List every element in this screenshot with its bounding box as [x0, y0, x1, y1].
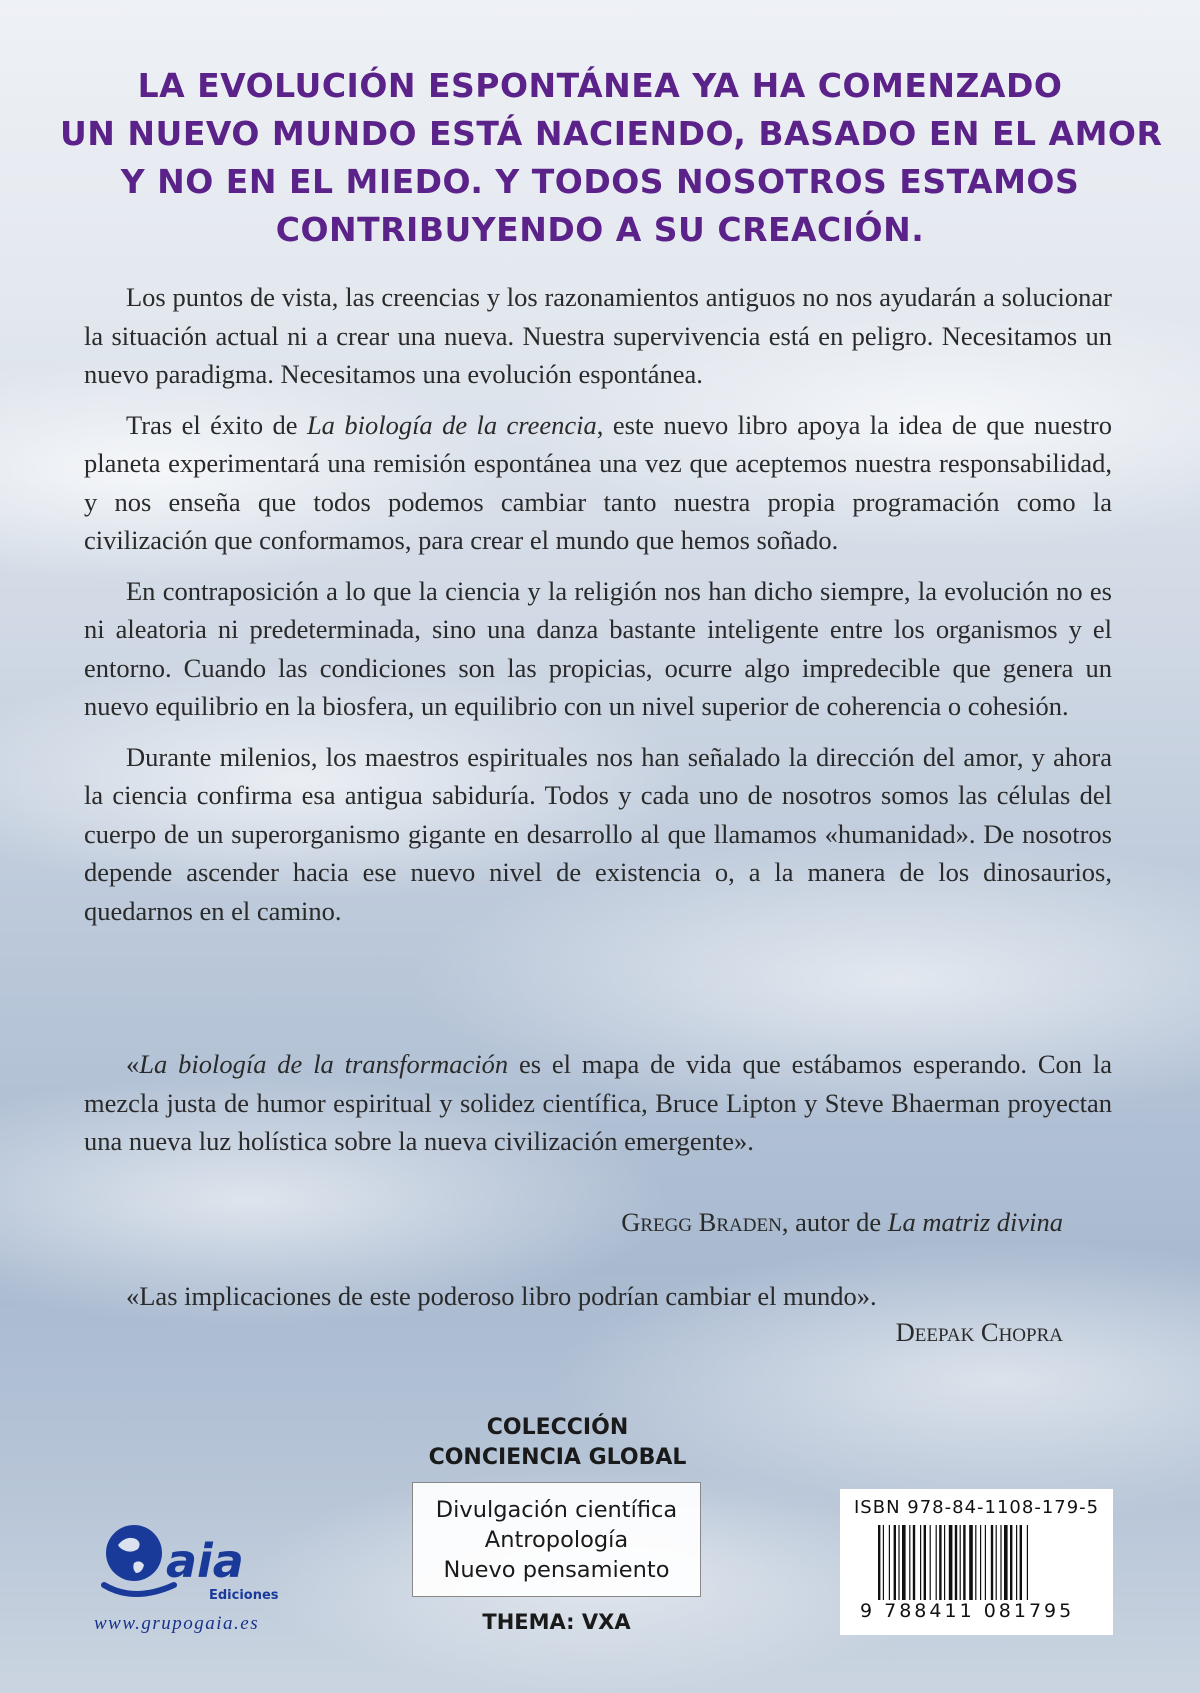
barcode-bar: [930, 1525, 931, 1611]
barcode-bar: [936, 1525, 937, 1611]
barcode-bar: [1020, 1525, 1022, 1611]
testimonial-attribution: [621, 1203, 1063, 1241]
headline-line: CONTRIBUYENDO A SU CREACIÓN.: [275, 210, 925, 249]
barcode-bar: [985, 1525, 986, 1611]
barcode-bar: [924, 1525, 926, 1611]
headline-line: Y NO EN EL MIEDO. Y TODOS NOSOTROS ESTAMOS: [120, 162, 1080, 201]
barcode-bar: [949, 1525, 953, 1611]
testimonial-text: [84, 1045, 1112, 1161]
quote-mark: «: [126, 1049, 140, 1079]
barcode-bar: [975, 1525, 976, 1611]
barcode-bar: [944, 1525, 945, 1611]
gaia-logo: [94, 1515, 294, 1615]
testimonial-chopra: «Las implicaciones de este poderoso libro podrían cambiar el mundo».: [126, 1281, 877, 1311]
text-span: , este nuevo libro apoya la idea de que nuestro planeta experimentará una remisión espontánea una vez que aceptemos nuestra responsabilidad, y nos enseña que todos podemos cambiar tanto nuestra propia programación como la civilización que conformamos, para crear el mundo que hemos soñado.: [84, 409, 1112, 555]
logo-subtitle: Ediciones: [209, 1588, 279, 1603]
barcode-bar: [996, 1525, 997, 1611]
book-title: La matriz divina: [887, 1207, 1063, 1237]
barcode-bar: [920, 1525, 921, 1611]
author-name: Gregg Braden: [621, 1207, 782, 1237]
barcode-bar: [894, 1525, 896, 1611]
barcode-bars: [878, 1525, 1088, 1611]
collection-name: CONCIENCIA GLOBAL: [428, 1445, 687, 1470]
book-title: La biología de la creencia: [306, 409, 597, 440]
publisher-website[interactable]: www.grupogaia.es: [94, 1613, 260, 1634]
synopsis-paragraph-3: En contraposición a lo que la ciencia y la religión nos han dicho siempre, la evolución no es ni aleatoria ni predeterminada, sino una danza bastante inteligente entre los organismos y el entorno. Cuando las condiciones son las propicias, ocurre algo impredecible que genera un nuevo equilibrio en la biosfera, un equilibrio con un nivel superior de coherencia o cohesión.: [84, 575, 1112, 721]
barcode-bar: [991, 1525, 993, 1611]
barcode-bar: [898, 1525, 899, 1611]
barcode-bar: [1004, 1525, 1008, 1611]
testimonial-attribution: [896, 1313, 1063, 1351]
barcode-bar: [889, 1525, 890, 1611]
logo-wordmark: aia: [166, 1534, 244, 1588]
headline-line: LA EVOLUCIÓN ESPONTÁNEA YA HA COMENZADO: [137, 66, 1063, 105]
barcode-bar: [955, 1525, 957, 1611]
barcode-digits: 9 788411 081795: [860, 1600, 1075, 1622]
globe-icon: [106, 1525, 162, 1581]
collection-title: [400, 1413, 715, 1473]
headline: [60, 62, 1163, 254]
topics-box: [412, 1482, 701, 1597]
synopsis-paragraph-1: Los puntos de vista, las creencias y los razonamientos antiguos no nos ayudarán a solucionar la situación actual ni a crear una nueva. Nuestra supervivencia está en peligro. Necesitamos un nuevo paradigma. Necesitamos una evolución espontánea.: [84, 282, 1112, 389]
barcode-bar: [960, 1525, 961, 1611]
barcode-bar: [980, 1525, 981, 1611]
barcode-bar: [883, 1525, 884, 1611]
synopsis: [84, 278, 1112, 942]
barcode-bar: [1000, 1525, 1001, 1611]
testimonial-braden: [84, 1045, 1112, 1161]
barcode-bar: [878, 1525, 880, 1611]
text-span: Tras el éxito de: [126, 409, 307, 440]
synopsis-paragraph-2: [84, 406, 1112, 560]
text-span: es el mapa de vida que estábamos esperando. Con la mezcla justa de humor espiritual y solidez científica, Bruce Lipton y Steve Bhaerman proyectan una nueva luz holística sobre la nueva civilización emergente».: [84, 1049, 1112, 1156]
topic: Nuevo pensamiento: [443, 1557, 670, 1583]
logo-swoosh: [104, 1585, 174, 1594]
topic: Antropología: [484, 1527, 629, 1553]
thema-code: THEMA: VXA: [482, 1610, 631, 1634]
barcode-bar: [1016, 1525, 1017, 1611]
isbn-number: ISBN 978-84-1108-179-5: [854, 1497, 1100, 1518]
headline-line: UN NUEVO MUNDO ESTÁ NACIENDO, BASADO EN EL AMOR: [60, 114, 1163, 153]
barcode-bar: [963, 1525, 965, 1611]
author-name: Deepak Chopra: [895, 1317, 1063, 1347]
barcode-bar: [902, 1525, 906, 1611]
topic: Divulgación científica: [435, 1497, 678, 1523]
barcode-bar: [913, 1525, 915, 1611]
barcode: [840, 1489, 1113, 1635]
barcode-bar: [939, 1525, 941, 1611]
barcode-bar: [1027, 1525, 1028, 1611]
barcode-bar: [969, 1525, 973, 1611]
collection-label: COLECCIÓN: [486, 1415, 629, 1440]
barcode-bar: [1010, 1525, 1012, 1611]
text-span: , autor de: [781, 1207, 888, 1237]
barcode-bar: [909, 1525, 910, 1611]
book-title: La biología de la transformación: [139, 1049, 509, 1079]
synopsis-paragraph-4: Durante milenios, los maestros espirituales nos han señalado la dirección del amor, y ahora la ciencia confirma esa antigua sabiduría. Todos y cada uno de nosotros somos las células del cuerpo de un superorganismo gigante en desarrollo al que llamamos «humanidad». De nosotros depende ascender hacia ese nuevo nivel de existencia o, a la manera de los dinosaurios, quedarnos en el camino.: [84, 741, 1112, 926]
